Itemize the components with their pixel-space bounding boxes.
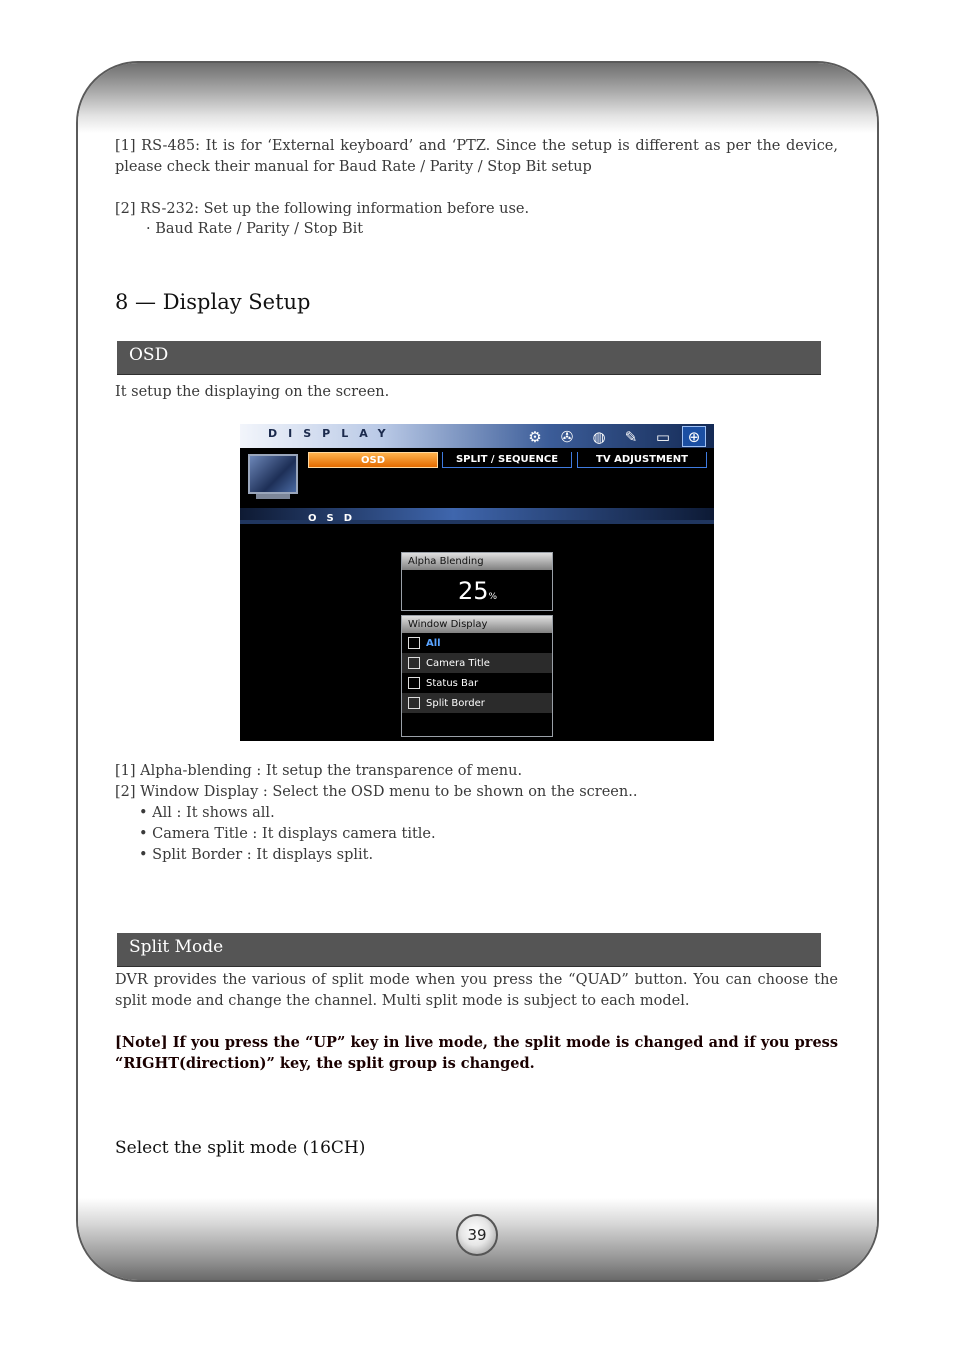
checkbox-status-bar[interactable] (408, 677, 420, 689)
monitor-stand (256, 494, 290, 499)
osd-note-all: • All : It shows all. (139, 805, 275, 821)
alpha-blending-value[interactable] (458, 577, 497, 605)
alpha-blending-title: Alpha Blending (402, 553, 552, 570)
monitor-icon[interactable]: ▭ (655, 427, 671, 446)
split-mode-bar-label: Split Mode (129, 937, 224, 957)
screenshot-title: DISPLAY (268, 427, 397, 440)
film-reel-icon[interactable]: ✇ (560, 427, 574, 446)
page-number: 39 (456, 1214, 498, 1256)
checkbox-all[interactable] (408, 637, 420, 649)
split-mode-description: DVR provides the various of split mode when you press the “QUAD” button. You can choose the split mode and change the channel. Multi split mode is subject to each model. (115, 972, 838, 1009)
monitor-illustration-icon (248, 454, 298, 494)
section-title: 8 — Display Setup (115, 290, 311, 314)
osd-section-label: OSD (308, 513, 363, 524)
option-status-bar[interactable] (402, 673, 552, 693)
globe-icon[interactable]: ◍ (592, 427, 606, 446)
display-setup-screenshot (240, 424, 714, 741)
alpha-value-unit: % (488, 592, 498, 602)
osd-bar-label: OSD (129, 345, 169, 365)
option-split-border[interactable] (402, 693, 552, 713)
osd-note-camera-title: • Camera Title : It displays camera title. (139, 826, 436, 842)
pen-icon[interactable]: ✎ (624, 427, 638, 446)
split-mode-subheading: Select the split mode (16CH) (115, 1138, 366, 1158)
window-display-title: Window Display (402, 616, 552, 633)
option-split-border-label: Split Border (426, 697, 485, 709)
osd-section-bar (117, 341, 821, 375)
osd-note-split-border: • Split Border : It displays split. (139, 847, 374, 863)
window-display-panel (401, 615, 553, 737)
header-band (78, 63, 877, 133)
split-mode-section-bar (117, 933, 821, 967)
option-camera-title-label: Camera Title (426, 657, 490, 669)
osd-note-2: [2] Window Display : Select the OSD menu to be shown on the screen.. (115, 784, 638, 800)
lock-icon[interactable]: ⊕ (682, 426, 706, 447)
tab-osd[interactable]: OSD (308, 452, 438, 468)
rs232-text: [2] RS-232: Set up the following information before use. (115, 201, 530, 217)
option-camera-title[interactable] (402, 653, 552, 673)
toolbar-icons (522, 426, 706, 447)
tab-split-sequence[interactable]: SPLIT / SEQUENCE (442, 452, 572, 468)
rs232-subtext: · Baud Rate / Parity / Stop Bit (146, 221, 364, 237)
rs485-text: [1] RS-485: It is for ‘External keyboard’ and ‘PTZ. Since the setup is different as per the device, please check their manual for Baud Rate / Parity / Stop Bit setup (115, 138, 838, 175)
tab-tv-adjustment[interactable]: TV ADJUSTMENT (577, 452, 707, 468)
alpha-value-number: 25 (458, 577, 489, 605)
option-status-bar-label: Status Bar (426, 677, 479, 689)
option-all-label: All (426, 637, 441, 649)
checkbox-split-border[interactable] (408, 697, 420, 709)
osd-note-1: [1] Alpha-blending : It setup the transparence of menu. (115, 763, 523, 779)
note-text: [Note] If you press the “UP” key in live mode, the split mode is changed and if you press “RIGHT(direction)” key, the split group is changed. (115, 1034, 838, 1072)
option-all[interactable] (402, 633, 552, 653)
gear-icon[interactable]: ⚙ (528, 427, 542, 446)
alpha-blending-panel[interactable] (401, 552, 553, 611)
checkbox-camera-title[interactable] (408, 657, 420, 669)
osd-description: It setup the displaying on the screen. (115, 384, 390, 400)
